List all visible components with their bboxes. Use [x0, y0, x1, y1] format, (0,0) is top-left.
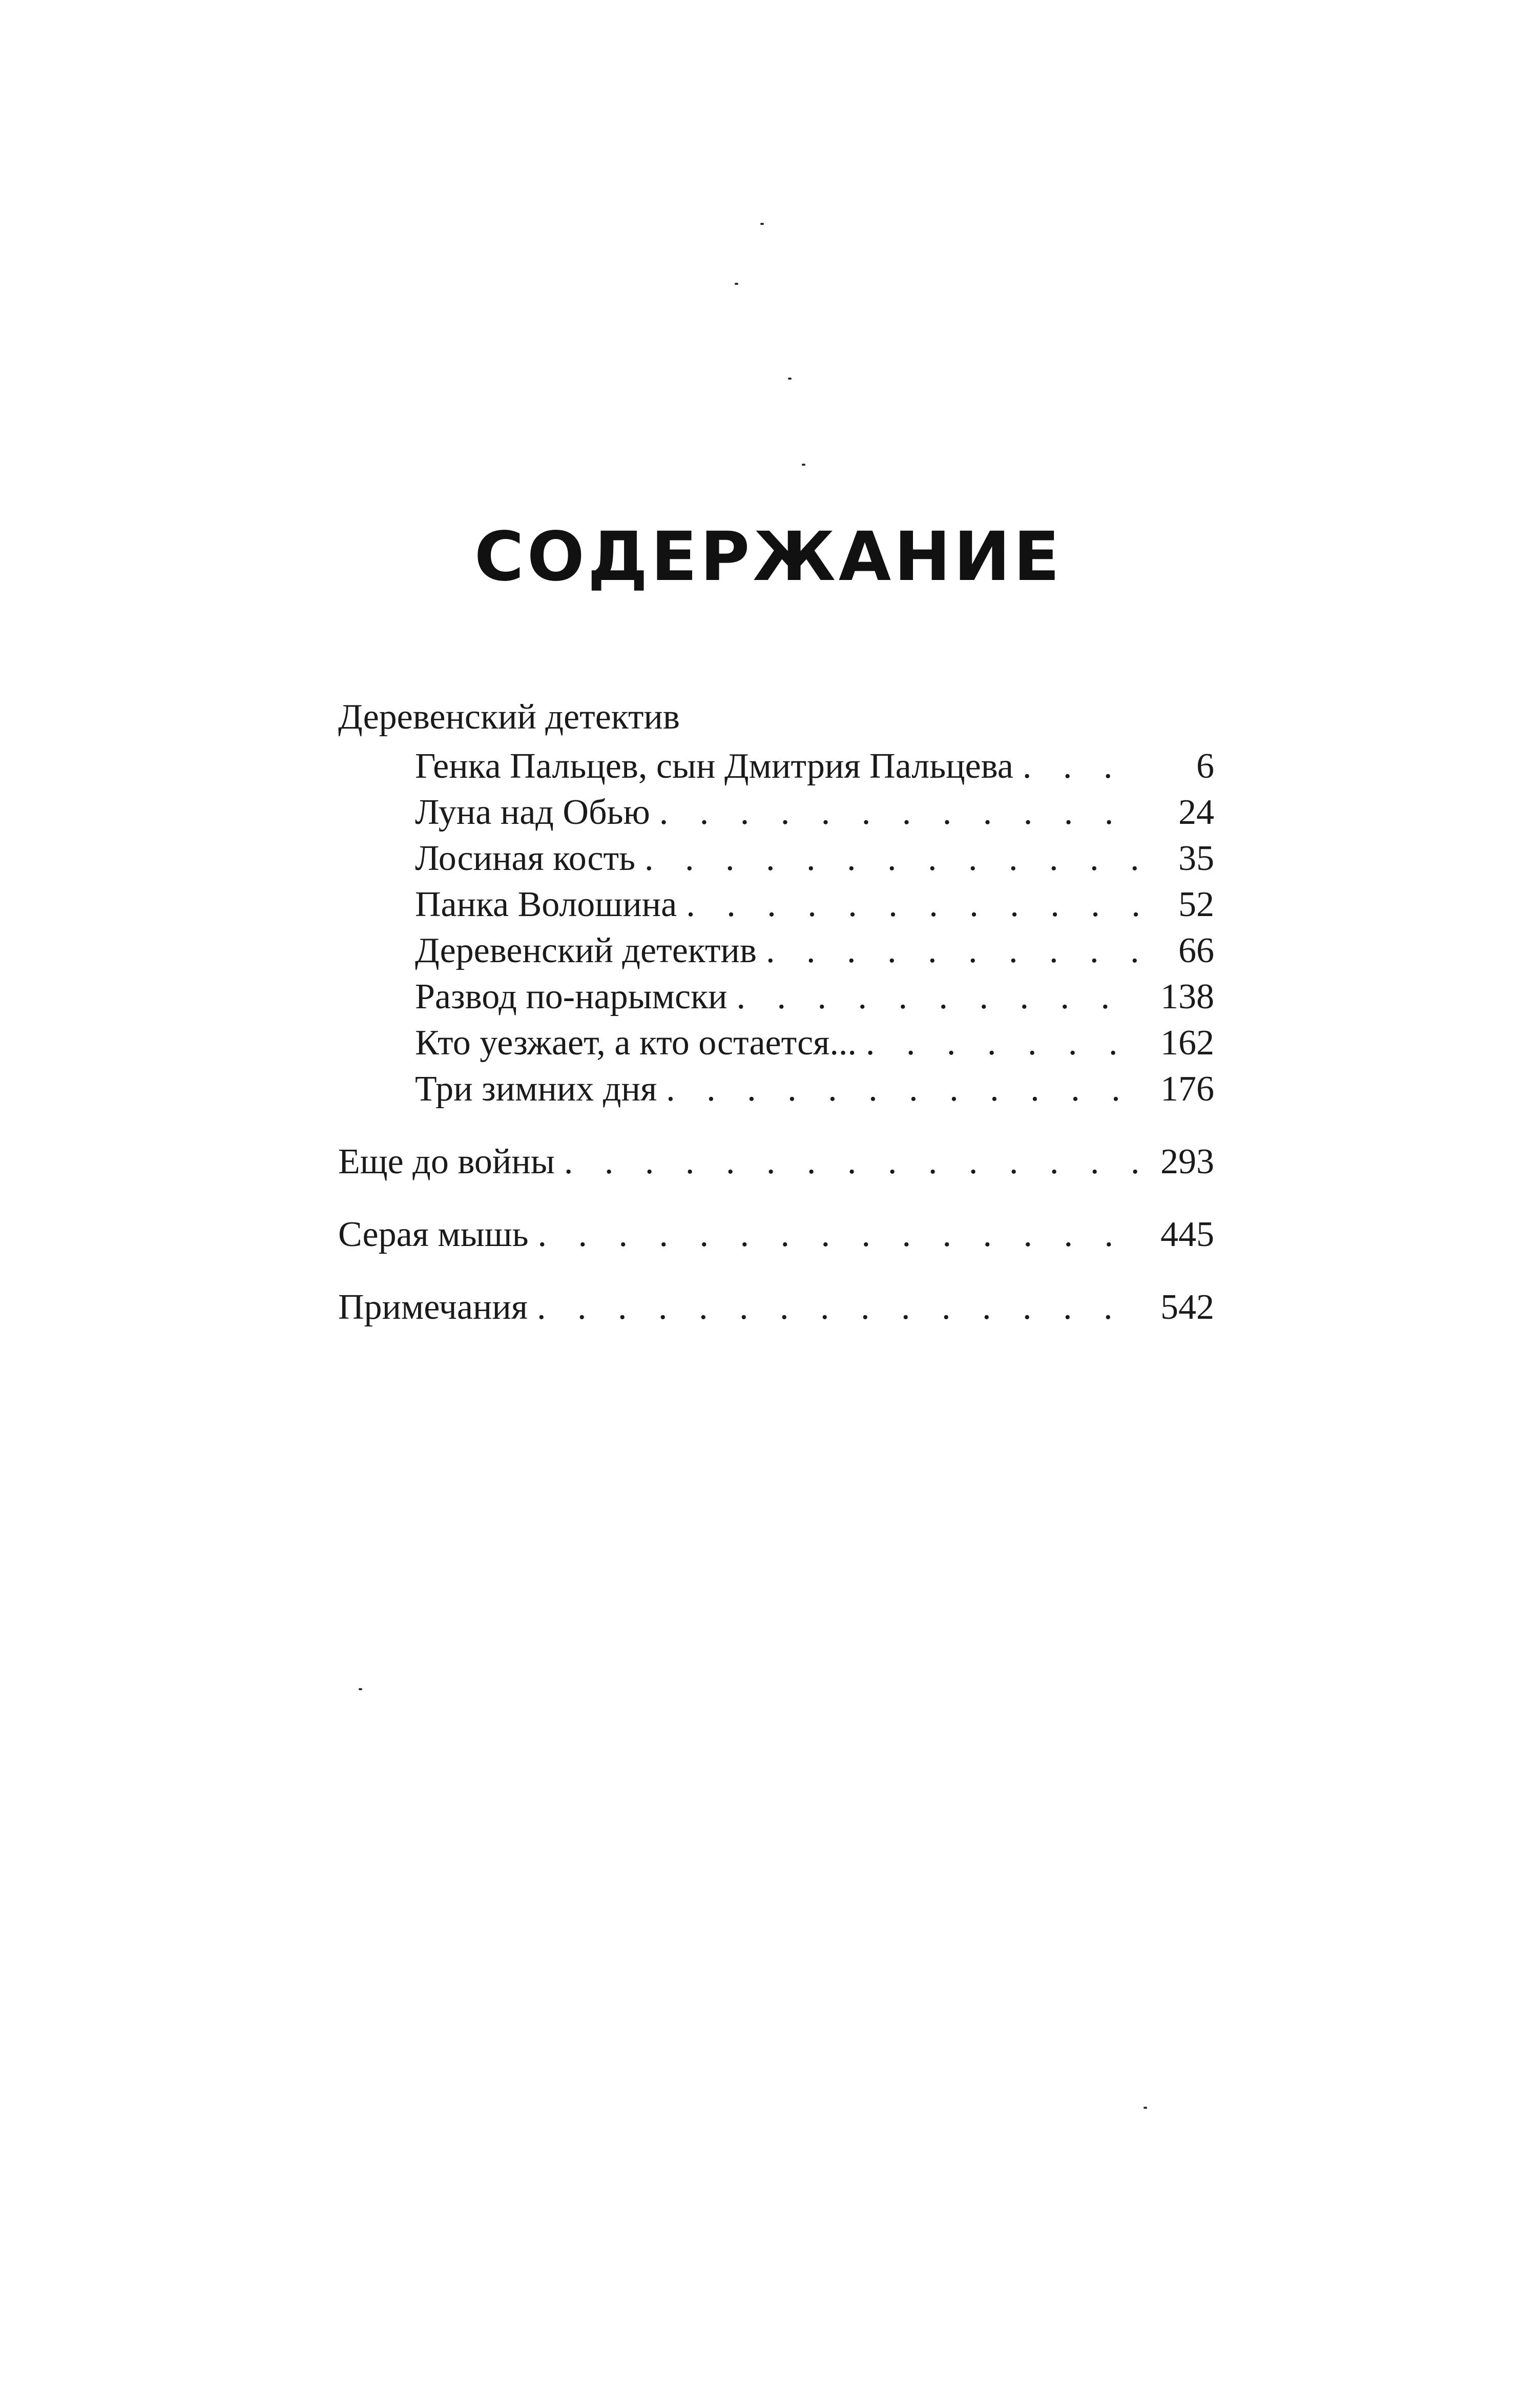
toc-entry[interactable] [338, 743, 1214, 790]
dot-leader [677, 882, 1143, 928]
toc-entry-title: Панка Волошина [415, 885, 677, 924]
print-speck [359, 1688, 362, 1690]
toc-entry-page: 52 [1178, 885, 1214, 924]
toc-entry-title: Лосиная кость [415, 839, 636, 878]
dot-leader [1013, 743, 1143, 790]
toc-entry[interactable] [338, 1139, 1214, 1185]
toc-entry-title: Луна над Обью [415, 793, 650, 832]
print-speck [1144, 2107, 1147, 2109]
toc-entry-page: 445 [1160, 1215, 1214, 1254]
print-speck [788, 378, 792, 380]
toc-entry-title: Кто уезжает, а кто остается... [415, 1023, 857, 1063]
toc-entry-page: 176 [1160, 1069, 1214, 1109]
dot-leader [650, 790, 1143, 836]
toc-entry-title: Примечания [338, 1288, 528, 1327]
toc-entry-title: Генка Пальцев, сын Дмитрия Пальцева [415, 746, 1013, 786]
toc-section-heading: Деревенский детектив [338, 697, 680, 737]
toc-entry-title: Серая мышь [338, 1215, 529, 1254]
toc-entry-page: 293 [1160, 1142, 1214, 1181]
print-speck [735, 283, 738, 285]
toc-entry[interactable] [338, 928, 1214, 974]
toc-entry[interactable] [338, 836, 1214, 882]
dot-leader [528, 1284, 1143, 1331]
toc-entry[interactable] [338, 790, 1214, 836]
dot-leader [757, 928, 1143, 974]
toc-entry-title: Развод по-нарымски [415, 977, 728, 1016]
toc-entry[interactable] [338, 882, 1214, 928]
toc-entry-title: Три зимних дня [415, 1069, 657, 1109]
toc-entry[interactable] [338, 1284, 1214, 1331]
dot-leader [555, 1139, 1143, 1185]
print-speck [760, 223, 764, 225]
dot-leader [635, 836, 1143, 882]
toc-entry-title: Деревенский детектив [415, 931, 757, 970]
toc-entry[interactable] [338, 1066, 1214, 1112]
dot-leader [529, 1212, 1143, 1258]
toc-entry-page: 35 [1178, 839, 1214, 878]
toc-entry-title: Еще до войны [338, 1142, 555, 1181]
dot-leader [728, 974, 1143, 1020]
page-title: СОДЕРЖАНИЕ [474, 517, 1063, 596]
dot-leader [857, 1020, 1143, 1066]
toc-entry[interactable] [338, 974, 1214, 1020]
toc-entry[interactable] [338, 1020, 1214, 1066]
toc-entry-page: 542 [1160, 1288, 1214, 1327]
toc-entry-page: 24 [1178, 793, 1214, 832]
toc-entry-page: 138 [1160, 977, 1214, 1016]
toc-entry-page: 66 [1178, 931, 1214, 970]
print-speck [802, 464, 805, 466]
toc-entry-page: 162 [1160, 1023, 1214, 1063]
toc-entry-page: 6 [1196, 746, 1214, 786]
dot-leader [657, 1066, 1143, 1112]
table-of-contents [338, 694, 1214, 1331]
toc-entry[interactable] [338, 1212, 1214, 1258]
